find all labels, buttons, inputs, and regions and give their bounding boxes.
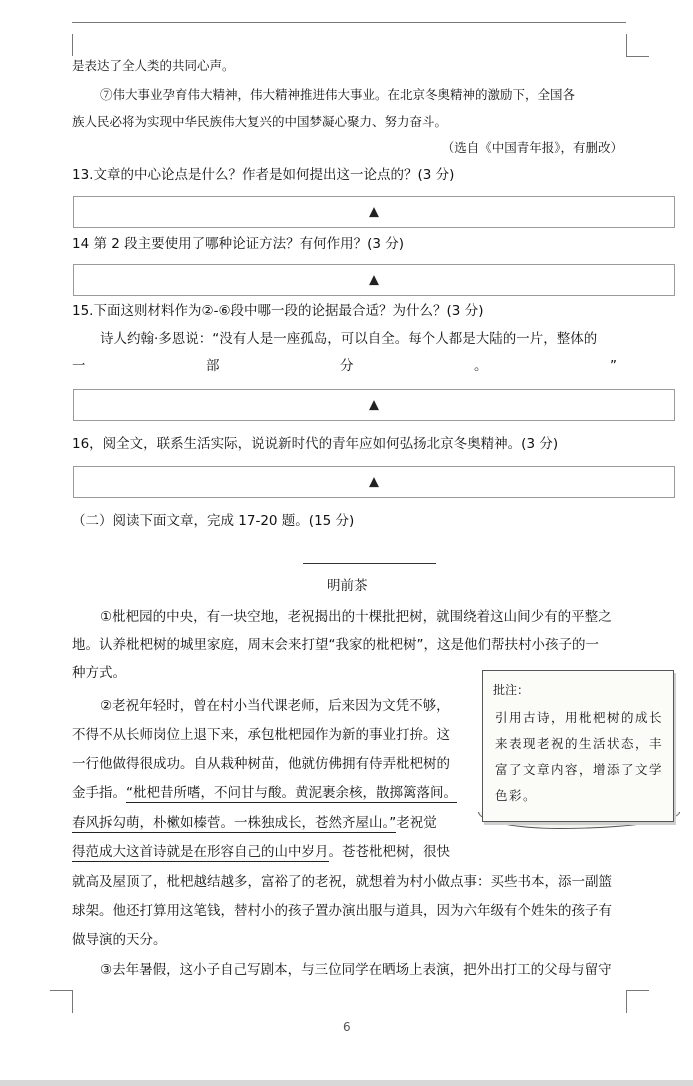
answer-marker: ▲ xyxy=(369,474,379,490)
p2-line5-plain: 老祝觉 xyxy=(396,815,437,831)
answer-marker: ▲ xyxy=(369,397,379,413)
p2-line8: 球架。他还打算用这笔钱，替村小的孩子置办演出服与道具，因为六年级有个姓朱的孩子有 xyxy=(72,903,612,919)
top-continuation: 是表达了全人类的共同心声。 xyxy=(72,58,235,73)
p2-line6 xyxy=(72,843,450,861)
question-16: 16，阅全文，联系生活实际，说说新时代的青年应如何弘扬北京冬奥精神。(3 分) xyxy=(72,436,559,452)
crop-mark-bottom-right xyxy=(626,990,649,1013)
p2-line2: 不得不从长师岗位上退下来，承包枇杷园作为新的事业打拚。这 xyxy=(72,727,450,743)
p2-line7: 就高及屋顶了，枇杷越结越多，富裕了的老祝，就想着为村小做点事：买些书本，添一副篮 xyxy=(72,874,612,890)
crop-mark-bottom-left xyxy=(50,990,73,1013)
answer-marker: ▲ xyxy=(369,204,379,220)
source-note: （选自《中国青年报》，有删改） xyxy=(441,140,623,155)
para7-line2: 族人民必将为实现中华民族伟大复兴的中国梦凝心聚力、努力奋斗。 xyxy=(72,114,448,129)
answer-box-15[interactable] xyxy=(73,389,675,421)
p2-line6-plain: 。苍苍枇杷树，很快 xyxy=(328,844,450,860)
annotation-text: 引用古诗，用枇杷树的成长来表现老祝的生活状态，丰富了文章内容，增添了文学色彩。 xyxy=(495,710,664,803)
article-title: 明前茶 xyxy=(327,578,368,594)
answer-box-16[interactable] xyxy=(73,466,675,498)
poem-quote-part2: 春风拆勾萌，朴樕如榛菅。一株独成长，苍然齐屋山。” xyxy=(72,815,397,831)
poem-quote-part3: 得范成大这首诗就是在形容自己的山中岁月 xyxy=(72,844,329,860)
p2-line3: 一行他做得很成功。自从栽种树苗，他就仿佛拥有侍弄枇杷树的 xyxy=(72,756,450,772)
p1-line3: 种方式。 xyxy=(72,665,126,681)
p2-line4-plain: 金手指。 xyxy=(72,785,126,801)
p2-line1: ②老祝年轻时，曾在村小当代课老师，后来因为文凭不够， xyxy=(100,698,450,714)
footer-bar xyxy=(0,1080,693,1086)
title-rule xyxy=(303,563,436,564)
question-15: 15.下面这则材料作为②-⑥段中哪一段的论据最合适？为什么？(3 分) xyxy=(72,303,484,319)
answer-box-13[interactable] xyxy=(73,196,675,228)
q15-material-line2-part3: 分 xyxy=(340,358,354,374)
section2-heading: （二）阅读下面文章，完成 17-20 题。(15 分) xyxy=(72,513,355,529)
p2-line9: 做导演的天分。 xyxy=(72,932,167,948)
p2-line4 xyxy=(72,784,457,802)
q15-material-line2-part1: 一 xyxy=(72,358,86,374)
q15-material-line2-part4: 。 xyxy=(474,358,488,374)
p1-line2: 地。认养枇杷树的城里家庭，周末会来打望“我家的枇杷树”，这是他们帮扶村小孩子的一 xyxy=(72,637,599,653)
q15-material-line1: 诗人约翰·多恩说：“没有人是一座孤岛，可以自全。每个人都是大陆的一片，整体的 xyxy=(100,331,598,347)
annotation-note xyxy=(482,670,674,822)
p1-line1: ①枇杷园的中央，有一块空地，老祝揭出的十棵批把树，就围绕着这山间少有的平整之 xyxy=(100,609,612,625)
crop-mark-top-left xyxy=(72,34,74,56)
q15-material-line2-part2: 部 xyxy=(206,358,220,374)
question-14: 14 第 2 段主要使用了哪种论证方法？有何作用？(3 分) xyxy=(72,236,405,252)
answer-box-14[interactable] xyxy=(73,264,675,296)
q15-material-line2-part5: ” xyxy=(610,358,617,374)
annotation-label: 批注： xyxy=(493,683,530,697)
page-number: 6 xyxy=(343,1020,351,1034)
question-13: 13.文章的中心论点是什么？作者是如何提出这一论点的？(3 分) xyxy=(72,167,455,183)
answer-marker: ▲ xyxy=(369,272,379,288)
top-rule xyxy=(72,22,626,23)
para7-line1: ⑦伟大事业孕育伟大精神，伟大精神推进伟大事业。在北京冬奥精神的激励下，全国各 xyxy=(100,87,576,102)
poem-quote-part1: “枇杷昔所嗜，不问甘与酸。黄泥裹余核，散掷篱落间。 xyxy=(126,785,457,801)
crop-mark-top-right xyxy=(626,34,649,57)
p2-line5 xyxy=(72,814,437,832)
p3-line1: ③去年暑假，这小子自己写剧本，与三位同学在晒场上表演，把外出打工的父母与留守 xyxy=(100,962,612,978)
